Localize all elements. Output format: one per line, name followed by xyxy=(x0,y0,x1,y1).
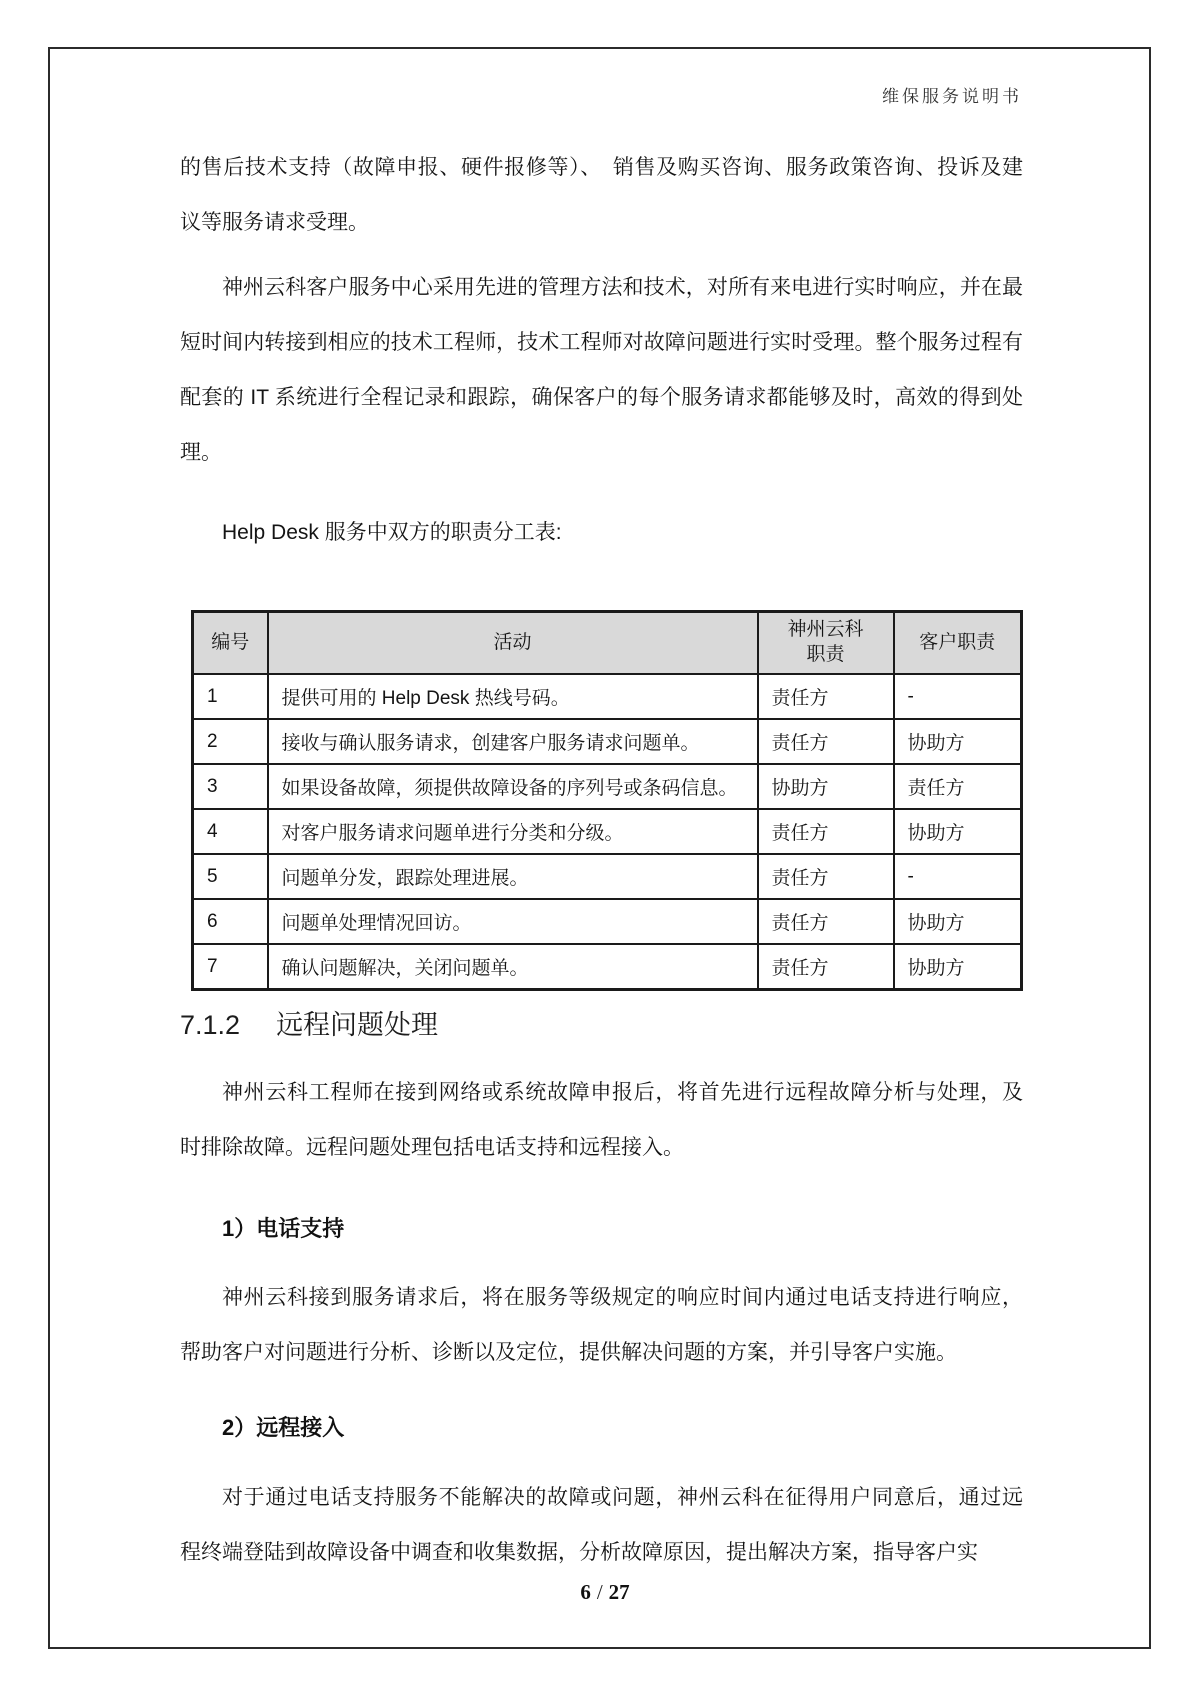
paragraph-service-center xyxy=(180,260,1023,480)
cell-number: 2 xyxy=(193,719,268,764)
paragraph-line: 时排除故障。远程问题处理包括电话支持和远程接入。 xyxy=(180,1136,684,1159)
page-footer xyxy=(0,1580,1200,1605)
section-title: 远程问题处理 xyxy=(276,1010,439,1040)
cell-number: 4 xyxy=(193,809,268,854)
paragraph-line: 议等服务请求受理。 xyxy=(180,211,369,234)
cell-customer: 责任方 xyxy=(894,764,1022,809)
paragraph-remote-access xyxy=(180,1470,1023,1580)
paragraph-line: 理。 xyxy=(180,441,222,464)
paragraph-line: 程终端登陆到故障设备中调查和收集数据，分析故障原因，提出解决方案，指导客户实 xyxy=(180,1541,978,1564)
running-header-title: 维保服务说明书 xyxy=(882,87,1022,106)
cell-activity: 问题单处理情况回访。 xyxy=(268,899,758,944)
responsibility-table-wrapper xyxy=(191,610,1023,991)
cell-customer: - xyxy=(894,674,1022,719)
cell-customer: - xyxy=(894,854,1022,899)
table-header-number: 编号 xyxy=(193,612,268,675)
table-row xyxy=(193,674,1022,719)
cell-activity: 问题单分发，跟踪处理进展。 xyxy=(268,854,758,899)
paragraph-line: 神州云科工程师在接到网络或系统故障申报后，将首先进行远程故障分析与处理，及 xyxy=(222,1081,1023,1104)
table-row xyxy=(193,854,1022,899)
cell-customer: 协助方 xyxy=(894,944,1022,990)
cell-activity: 接收与确认服务请求，创建客户服务请求问题单。 xyxy=(268,719,758,764)
table-row xyxy=(193,809,1022,854)
paragraph-line: 神州云科接到服务请求后，将在服务等级规定的响应时间内通过电话支持进行响应， xyxy=(222,1286,1023,1309)
cell-dck: 责任方 xyxy=(758,674,894,719)
subheading-phone-support: 1）电话支持 xyxy=(222,1216,345,1241)
cell-dck: 责任方 xyxy=(758,719,894,764)
cell-customer: 协助方 xyxy=(894,809,1022,854)
subheading-remote-access: 2）远程接入 xyxy=(222,1415,345,1440)
cell-number: 6 xyxy=(193,899,268,944)
paragraph-line: 神州云科客户服务中心采用先进的管理方法和技术，对所有来电进行实时响应，并在最 xyxy=(222,276,1023,299)
paragraph-remote-handling xyxy=(180,1065,1023,1175)
table-intro-line: Help Desk 服务中双方的职责分工表: xyxy=(222,521,562,544)
cell-customer: 协助方 xyxy=(894,899,1022,944)
paragraph-line: 配套的 IT 系统进行全程记录和跟踪，确保客户的每个服务请求都能够及时，高效的得到处 xyxy=(180,386,1023,409)
paragraph-line: 的售后技术支持（故障申报、硬件报修等）、 销售及购买咨询、服务政策咨询、投诉及建 xyxy=(180,156,1023,179)
cell-number: 1 xyxy=(193,674,268,719)
cell-number: 3 xyxy=(193,764,268,809)
paragraph-service-requests xyxy=(180,140,1023,250)
helpdesk-responsibility-table xyxy=(191,610,1023,991)
footer-separator: / xyxy=(596,1580,603,1604)
paragraph-phone-support xyxy=(180,1270,1023,1380)
paragraph-line: 帮助客户对问题进行分析、诊断以及定位，提供解决问题的方案，并引导客户实施。 xyxy=(180,1341,957,1364)
cell-dck: 协助方 xyxy=(758,764,894,809)
section-heading-7-1-2 xyxy=(180,1003,1023,1047)
cell-dck: 责任方 xyxy=(758,944,894,990)
cell-dck: 责任方 xyxy=(758,809,894,854)
table-header-customer-responsibility: 客户职责 xyxy=(894,612,1022,675)
table-header-dck-line1: 神州云科 xyxy=(787,619,864,641)
section-number: 7.1.2 xyxy=(180,1010,241,1040)
cell-dck: 责任方 xyxy=(758,854,894,899)
cell-activity: 提供可用的 Help Desk 热线号码。 xyxy=(268,674,758,719)
table-row xyxy=(193,944,1022,990)
page-content xyxy=(180,140,1023,1580)
cell-number: 7 xyxy=(193,944,268,990)
table-header-dck-responsibility xyxy=(758,612,894,675)
table-header-row xyxy=(193,612,1022,675)
paragraph-line: 对于通过电话支持服务不能解决的故障或问题，神州云科在征得用户同意后，通过远 xyxy=(222,1486,1023,1509)
cell-activity: 如果设备故障，须提供故障设备的序列号或条码信息。 xyxy=(268,764,758,809)
cell-customer: 协助方 xyxy=(894,719,1022,764)
table-row xyxy=(193,719,1022,764)
cell-dck: 责任方 xyxy=(758,899,894,944)
table-header-activity: 活动 xyxy=(268,612,758,675)
footer-total-pages: 27 xyxy=(608,1580,630,1604)
paragraph-line: 短时间内转接到相应的技术工程师，技术工程师对故障问题进行实时受理。整个服务过程有 xyxy=(180,331,1023,354)
footer-page-number: 6 xyxy=(580,1580,591,1604)
cell-activity: 确认问题解决，关闭问题单。 xyxy=(268,944,758,990)
table-row xyxy=(193,899,1022,944)
table-row xyxy=(193,764,1022,809)
cell-activity: 对客户服务请求问题单进行分类和分级。 xyxy=(268,809,758,854)
cell-number: 5 xyxy=(193,854,268,899)
table-header-dck-line2: 职责 xyxy=(806,644,845,665)
